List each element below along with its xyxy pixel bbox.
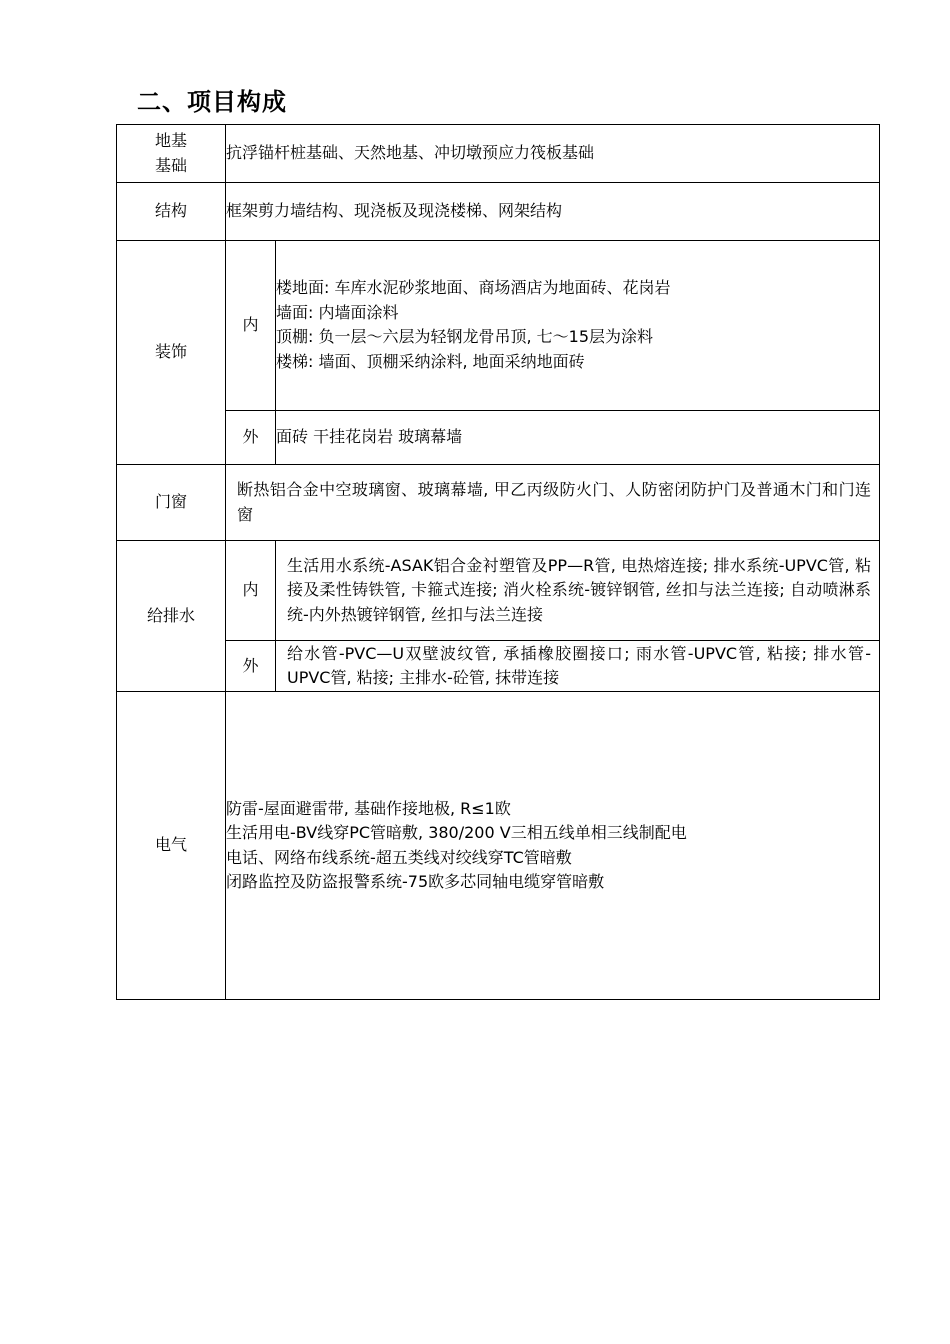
water-inner-body: 生活用水系统-ASAK铝合金衬塑管及PP—R管, 电热熔连接; 排水系统-UPVC管, 粘接及柔性铸铁管, 卡箍式连接; 消火栓系统-镀锌钢管, 丝扣与法兰连接; 自动喷淋系统-内外热镀锌钢管, 丝扣与法兰连接 [287,555,872,624]
section-title: 二、项目构成 [137,88,287,116]
structure-text: 框架剪力墙结构、现浇板及现浇楼梯、网架结构 [226,183,880,241]
row-water-inner [117,541,880,641]
doors-windows-text [226,465,880,541]
label-foundation-line1: 地基 [154,131,187,150]
label-decoration-inner: 内 [226,241,276,411]
label-water: 给排水 [117,541,226,692]
label-structure: 结构 [117,183,226,241]
row-structure [117,183,880,241]
row-decoration-inner [117,241,880,411]
label-electrical: 电气 [117,692,226,1000]
row-foundation [117,125,880,183]
row-decoration-outer [117,411,880,465]
electrical-line-1: 防雷-屋面避雷带, 基础作接地极, R≤1欧 [226,798,511,818]
project-composition-table [116,124,880,1000]
doors-windows-body: 断热铝合金中空玻璃窗、玻璃幕墙, 甲乙丙级防火门、人防密闭防护门及普通木门和门连窗 [237,480,872,524]
water-inner-text [276,541,880,641]
row-electrical [117,692,880,1000]
label-decoration-outer: 外 [226,411,276,465]
decoration-inner-line-4: 楼梯: 墙面、顶棚采纳涂料, 地面采纳地面砖 [276,351,585,371]
label-water-outer: 外 [226,641,276,692]
label-water-inner: 内 [226,541,276,641]
electrical-line-2: 生活用电-BV线穿PC管暗敷, 380/200 V三相五线单相三线制配电 [226,823,687,842]
decoration-inner-line-3: 顶棚: 负一层～六层为轻钢龙骨吊顶, 七～15层为涂料 [276,327,654,346]
foundation-text: 抗浮锚杆桩基础、天然地基、冲切墩预应力筏板基础 [226,125,880,183]
electrical-line-4: 闭路监控及防盗报警系统-75欧多芯同轴电缆穿管暗敷 [226,872,605,891]
decoration-inner-text [276,241,880,411]
decoration-inner-line-2: 墙面: 内墙面涂料 [276,302,399,322]
decoration-outer-text: 面砖 干挂花岗岩 玻璃幕墙 [276,411,880,465]
row-water-outer [117,641,880,692]
electrical-line-3: 电话、网络布线系统-超五类线对绞线穿TC管暗敷 [226,847,572,867]
label-decoration: 装饰 [117,241,226,465]
label-doors-windows: 门窗 [117,465,226,541]
electrical-text [226,692,880,1000]
label-foundation [117,125,226,183]
label-foundation-line2: 基础 [154,155,187,175]
decoration-inner-line-1: 楼地面: 车库水泥砂浆地面、商场酒店为地面砖、花岗岩 [276,278,671,297]
row-doors-windows [117,465,880,541]
water-outer-body: 给水管-PVC—U双壁波纹管, 承插橡胶圈接口; 雨水管-UPVC管, 粘接; 排水管-UPVC管, 粘接; 主排水-砼管, 抹带连接 [287,643,872,687]
water-outer-text [276,641,880,692]
